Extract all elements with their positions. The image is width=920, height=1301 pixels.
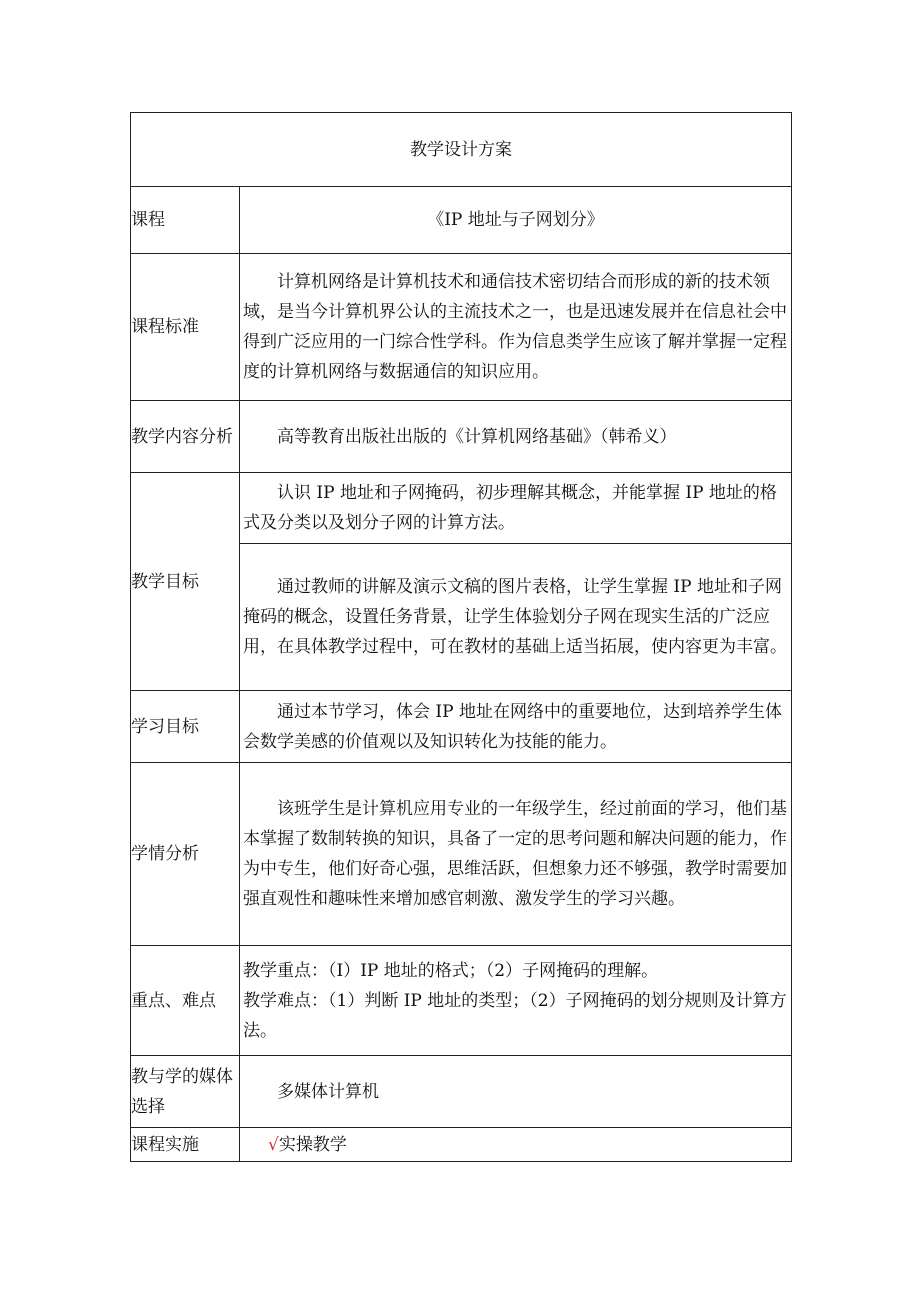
document-title: 教学设计方案 <box>131 113 792 187</box>
media-row <box>131 1056 792 1128</box>
standard-label: 课程标准 <box>131 254 240 401</box>
implement-text: 实操教学 <box>278 1134 347 1155</box>
key-row <box>131 946 792 1056</box>
lesson-plan-table <box>130 112 792 1162</box>
media-text: 多媒体计算机 <box>277 1081 379 1102</box>
media-label: 教与学的媒体选择 <box>131 1056 240 1128</box>
goals-subtable <box>240 473 791 690</box>
title-row <box>131 113 792 187</box>
course-value: 《IP 地址与子网划分》 <box>240 187 792 254</box>
students-label: 学情分析 <box>131 763 240 946</box>
implement-row <box>131 1128 792 1162</box>
learning-label: 学习目标 <box>131 691 240 763</box>
course-row <box>131 187 792 254</box>
goals-text-2: 通过教师的讲解及演示文稿的图片表格，让学生掌握 IP 地址和子网掩码的概念，设置任务背景，让学生体验划分子网在现实生活的广泛应用，在具体教学过程中，可在教材的基础上适当拓展，使内容更为丰富。 <box>243 576 787 657</box>
students-row <box>131 763 792 946</box>
standard-text: 计算机网络是计算机技术和通信技术密切结合而形成的新的技术领域，是当今计算机界公认的主流技术之一，也是迅速发展并在信息社会中得到广泛应用的一门综合性学科。作为信息类学生应该了解并掌握一定程度的计算机网络与数据通信的知识应用。 <box>243 272 787 382</box>
students-text: 该班学生是计算机应用专业的一年级学生，经过前面的学习，他们基本掌握了数制转换的知识，具备了一定的思考问题和解决问题的能力，作为中专生，他们好奇心强，思维活跃，但想象力还不够强，教学时需要加强直观性和趣味性来增加感官刺激、激发学生的学习兴趣。 <box>243 799 787 909</box>
goals-row <box>131 473 792 691</box>
course-label: 课程 <box>131 187 240 254</box>
learning-text: 通过本节学习，体会 IP 地址在网络中的重要地位，达到培养学生体会数学美感的价值观以及知识转化为技能的能力。 <box>243 701 782 752</box>
check-mark-icon: √ <box>268 1134 279 1155</box>
goals-label: 教学目标 <box>131 473 240 691</box>
goals-text-1: 认识 IP 地址和子网掩码，初步理解其概念，并能掌握 IP 地址的格式及分类以及划分子网的计算方法。 <box>243 482 777 533</box>
content-row <box>131 401 792 473</box>
standard-row <box>131 254 792 401</box>
content-label: 教学内容分析 <box>131 401 240 473</box>
key-point-text: 教学重点：（I）IP 地址的格式；（2）子网掩码的理解。 <box>243 960 659 981</box>
learning-row <box>131 691 792 763</box>
implement-label: 课程实施 <box>131 1128 240 1162</box>
key-difficulty-text: 教学难点：（1）判断 IP 地址的类型；（2）子网掩码的划分规则及计算方法。 <box>243 990 787 1041</box>
key-label: 重点、难点 <box>131 946 240 1056</box>
content-text: 高等教育出版社出版的《计算机网络基础》（韩希义） <box>277 426 677 447</box>
